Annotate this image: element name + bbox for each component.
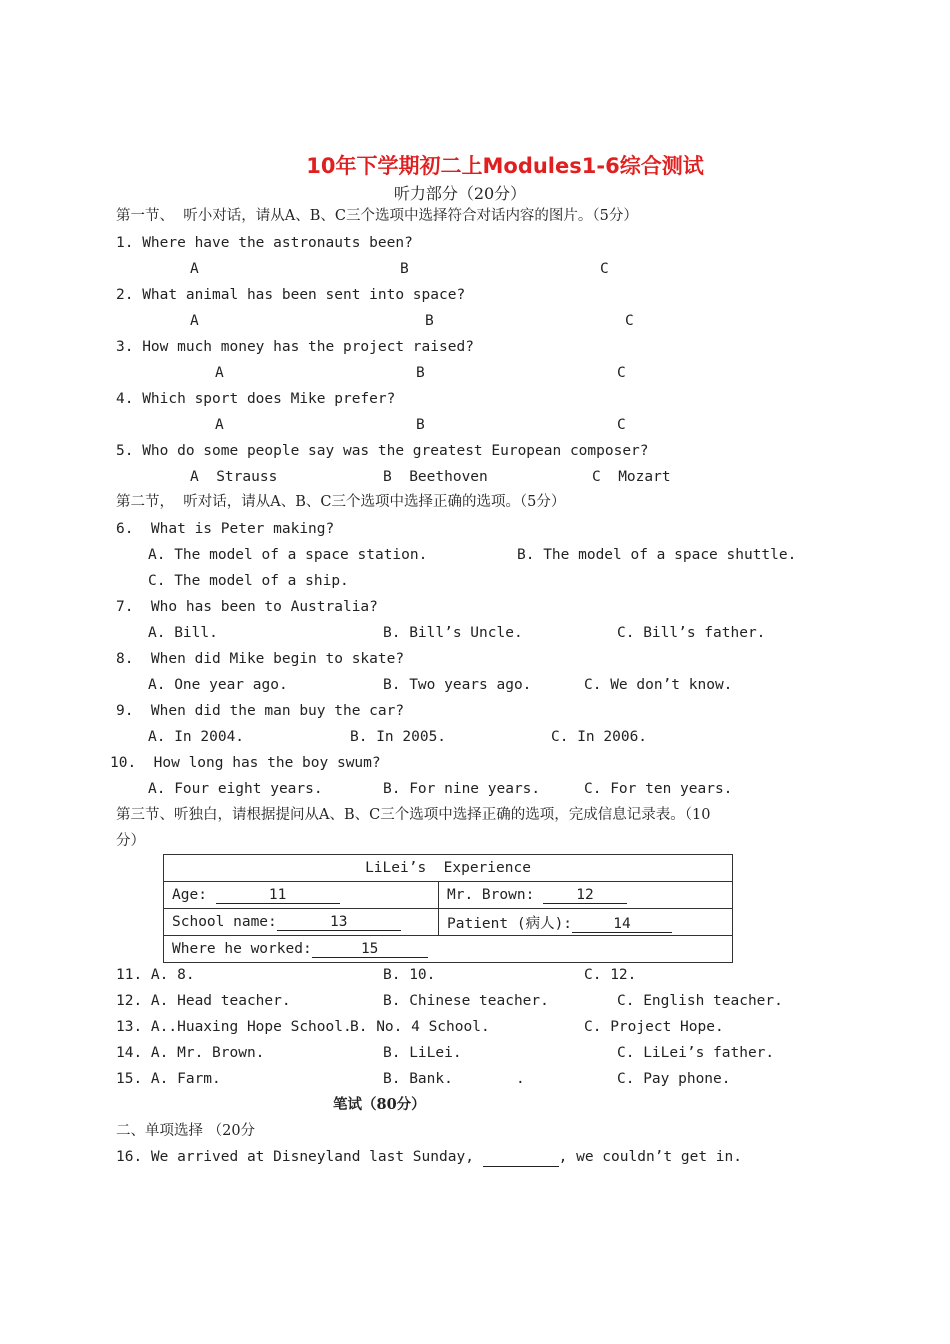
written-test-heading: 笔试（80分） <box>333 1096 426 1113</box>
section-3-heading: 第三节、听独白，请根据提问从A、B、C三个选项中选择正确的选项，完成信息记录表。（10 <box>116 807 711 823</box>
q3-option-a: A <box>215 365 224 381</box>
section-1-heading: 第一节、 听小对话，请从A、B、C三个选项中选择符合对话内容的图片。（5分） <box>116 208 638 224</box>
q6-option-b: B. The model of a space shuttle. <box>517 547 797 563</box>
page-title: 10年下学期初二上Modules1-6综合测试 <box>306 154 704 178</box>
q1-option-b: B <box>400 261 409 277</box>
q2-option-a: A <box>190 313 199 329</box>
question-7: 7. Who has been to Australia? <box>116 599 378 615</box>
patient-label: Patient (病人): <box>447 915 573 932</box>
q1-option-a: A <box>190 261 199 277</box>
q11-option-b: B. 10. <box>383 967 436 983</box>
brown-blank: 12 <box>543 887 627 904</box>
q7-option-c: C. Bill’s father. <box>617 625 766 641</box>
q8-option-b: B. Two years ago. <box>383 677 532 693</box>
q15-stray-dot: . <box>516 1071 525 1087</box>
question-1: 1. Where have the astronauts been? <box>116 235 413 251</box>
question-16 <box>116 1147 742 1167</box>
age-label: Age: <box>172 886 216 903</box>
brown-cell <box>439 882 733 909</box>
q16-text-after: , we couldn’t get in. <box>558 1149 742 1165</box>
q11-option-a: 11. A. 8. <box>116 967 195 983</box>
patient-cell <box>439 909 733 936</box>
q12-option-c: C. English teacher. <box>617 993 783 1009</box>
worked-blank: 15 <box>312 941 428 958</box>
q10-option-a: A. Four eight years. <box>148 781 323 797</box>
q2-option-b: B <box>425 313 434 329</box>
q3-option-c: C <box>617 365 626 381</box>
q12-option-b: B. Chinese teacher. <box>383 993 549 1009</box>
question-9: 9. When did the man buy the car? <box>116 703 405 719</box>
q10-option-c: C. For ten years. <box>584 781 733 797</box>
q14-option-a: 14. A. Mr. Brown. <box>116 1045 265 1061</box>
q3-option-b: B <box>416 365 425 381</box>
listening-subtitle: 听力部分（20分） <box>393 184 527 203</box>
q4-option-a: A <box>215 417 224 433</box>
q15-option-b: B. Bank. <box>383 1071 453 1087</box>
part-2-heading: 二、单项选择 （20分 <box>116 1123 256 1139</box>
q4-option-b: B <box>416 417 425 433</box>
q9-option-a: A. In 2004. <box>148 729 245 745</box>
q7-option-a: A. Bill. <box>148 625 218 641</box>
brown-label: Mr. Brown: <box>447 886 544 903</box>
question-8: 8. When did Mike begin to skate? <box>116 651 405 667</box>
q2-option-c: C <box>625 313 634 329</box>
q13-option-a: 13. A..Huaxing Hope School. <box>116 1019 352 1035</box>
q8-option-a: A. One year ago. <box>148 677 288 693</box>
q7-option-b: B. Bill’s Uncle. <box>383 625 523 641</box>
table-header: LiLei’s Experience <box>164 855 733 882</box>
q11-option-c: C. 12. <box>584 967 637 983</box>
age-cell <box>164 882 439 909</box>
q13-option-b: B. No. 4 School. <box>350 1019 490 1035</box>
question-2: 2. What animal has been sent into space? <box>116 287 466 303</box>
q10-option-b: B. For nine years. <box>383 781 541 797</box>
q15-option-c: C. Pay phone. <box>617 1071 731 1087</box>
age-blank: 11 <box>216 887 340 904</box>
worked-cell <box>164 936 733 963</box>
q4-option-c: C <box>617 417 626 433</box>
question-10: 10. How long has the boy swum? <box>110 755 381 771</box>
school-label: School name: <box>172 913 277 930</box>
q16-answer-blank[interactable] <box>483 1149 559 1167</box>
q1-option-c: C <box>600 261 609 277</box>
q6-option-c: C. The model of a ship. <box>148 573 349 589</box>
q15-option-a: 15. A. Farm. <box>116 1071 221 1087</box>
q5-option-b: B Beethoven <box>383 469 488 485</box>
q6-option-a: A. The model of a space station. <box>148 547 428 563</box>
q14-option-c: C. LiLei’s father. <box>617 1045 775 1061</box>
q13-option-c: C. Project Hope. <box>584 1019 724 1035</box>
q5-option-a: A Strauss <box>190 469 278 485</box>
school-cell <box>164 909 439 936</box>
question-6: 6. What is Peter making? <box>116 521 335 537</box>
question-4: 4. Which sport does Mike prefer? <box>116 391 396 407</box>
school-blank: 13 <box>277 914 401 931</box>
q16-text-before: 16. We arrived at Disneyland last Sunday, <box>116 1149 483 1165</box>
experience-table <box>163 854 733 963</box>
q5-option-c: C Mozart <box>592 469 671 485</box>
q12-option-a: 12. A. Head teacher. <box>116 993 291 1009</box>
q9-option-c: C. In 2006. <box>551 729 648 745</box>
section-3-heading-cont: 分） <box>116 833 145 849</box>
q8-option-c: C. We don’t know. <box>584 677 733 693</box>
patient-blank: 14 <box>572 916 672 933</box>
question-5: 5. Who do some people say was the greatest European composer? <box>116 443 649 459</box>
q9-option-b: B. In 2005. <box>350 729 447 745</box>
question-3: 3. How much money has the project raised? <box>116 339 474 355</box>
section-2-heading: 第二节， 听对话，请从A、B、C三个选项中选择正确的选项。（5分） <box>116 494 566 510</box>
worked-label: Where he worked: <box>172 940 312 957</box>
q14-option-b: B. LiLei. <box>383 1045 462 1061</box>
